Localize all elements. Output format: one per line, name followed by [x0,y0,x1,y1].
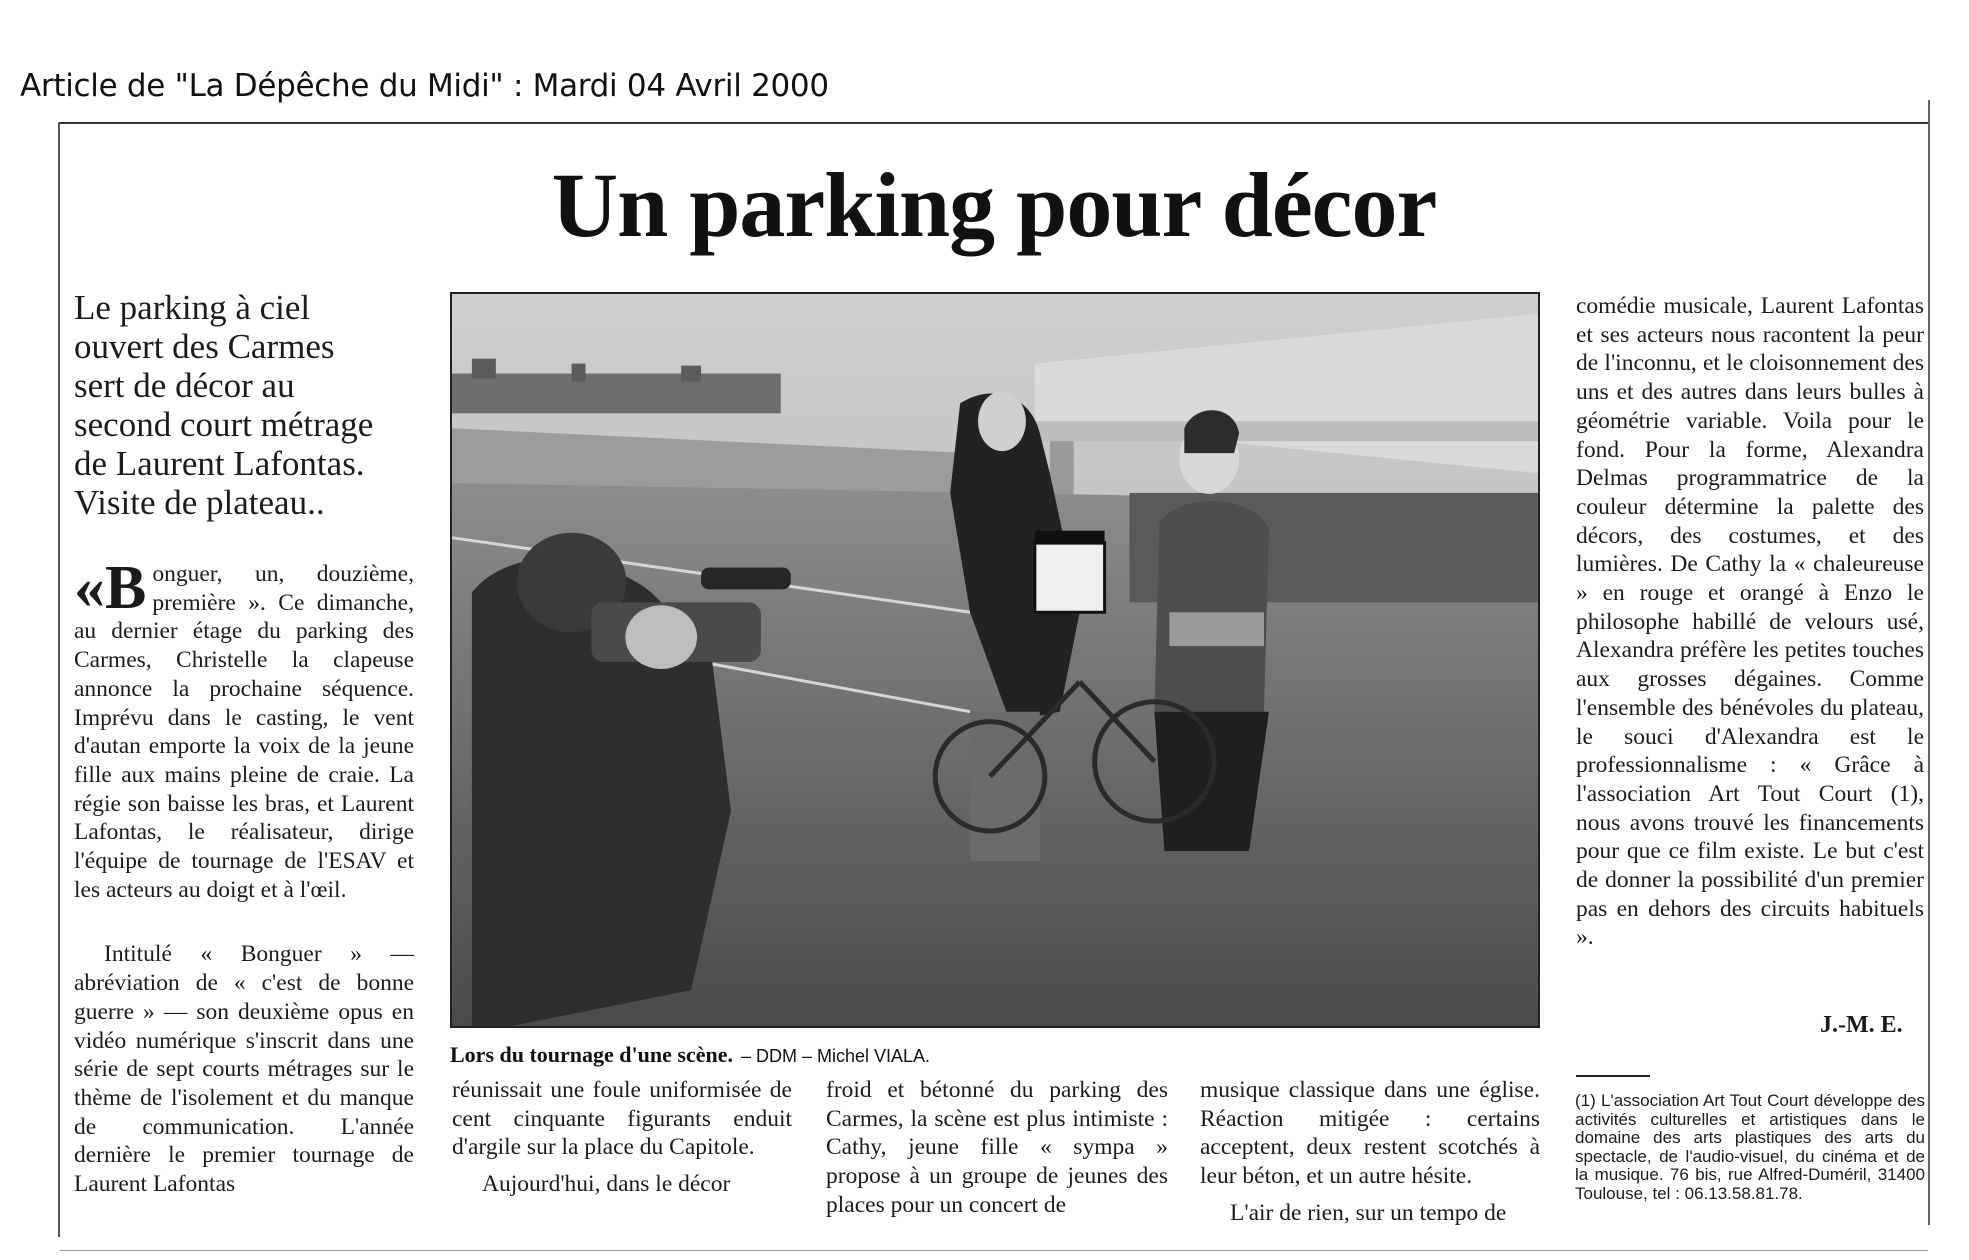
column-5 [1576,292,1924,952]
lede-line: sert de décor au [74,366,295,405]
photo-caption [450,1042,930,1068]
right-rule [1928,100,1930,1225]
photo-credit: – DDM – Michel VIALA. [740,1046,931,1066]
paragraph-2: Intitulé « Bonguer » —abréviation de « c'est de bonne guerre » — son deuxième opus en vidéo numérique s'inscrit dans une série de sept courts métrages sur le thème de l'isolement et du manque de communication. L'année dernière le premier tournage de Laurent Lafontas [74,941,414,1198]
column-4 [1200,1076,1540,1228]
column-2 [452,1076,792,1199]
drop-cap: «B [74,554,147,622]
column-5-text: comédie musicale, Laurent Lafontas et ses acteurs nous racontent la peur de l'inconnu, et le cloisonnement des uns et des autres dans leurs bulles à géométrie variable. Voila pour le fond. Pour la forme, Alexandra Delmas programmatrice de la couleur détermine la palette des décors, des costumes, et des lumières. De Cathy la « chaleureuse » en rouge et orangé à Enzo le philosophe habillé de velours usé, Alexandra préfère les petites touches aux grosses dégaines. Comme l'ensemble des bénévoles du plateau, le souci d'Alexandra est le professionnalisme : « Grâce à l'association Art Tout Court (1), nous avons trouvé les financements pour que ce film existe. Le but c'est de donner la possibilité d'un premier pas en dehors des circuits habituels ». [1576,293,1924,951]
column-3 [826,1076,1168,1220]
photo-illustration [452,294,1538,1026]
bottom-rule [60,1250,1928,1251]
lede-line: second court métrage [74,405,374,444]
top-rule [60,122,1928,124]
column-2-text-2: Aujourd'hui, dans le décor [482,1171,731,1198]
lede-line: ouvert des Carmes [74,327,335,366]
lede-line: Le parking à ciel [74,288,311,327]
caption-text: Lors du tournage d'une scène. [450,1042,733,1067]
lede-line: Visite de plateau.. [74,483,325,522]
lede-line: de Laurent Lafontas. [74,444,365,483]
footnote: (1) L'association Art Tout Court développe des activités culturelles et artistiques dans le domaine des arts plastiques des arts du spectacle, de l'audio-visuel, du cinéma et de la musique. 76 bis, rue Alfred-Duméril, 31400 Toulouse, tel : 06.13.58.81.78. [1575,1091,1925,1203]
headline: Un parking pour décor [551,154,1437,256]
left-rule [58,122,60,1237]
column-2-text: réunissait une foule uniformisée de cent cinquante figurants enduit d'argile sur la place du Capitole. [452,1077,792,1161]
paragraph-1 [74,554,414,904]
article-photo [450,292,1540,1028]
column-4-text: musique classique dans une église. Réaction mitigée : certains acceptent, deux restent scotchés à leur béton, et un autre hésite. [1200,1077,1540,1190]
column-4-text-2: L'air de rien, sur un tempo de [1230,1199,1507,1226]
paragraph-1-text: onguer, un, douzième, première ». Ce dimanche, au dernier étage du parking des Carmes, Christelle la clapeuse annonce la prochaine séquence. Imprévu dans le casting, le vent d'autan emporte la voix de la jeune fille aux mains pleine de craie. La régie son baisse les bras, et Laurent Lafontas, le réalisateur, dirige l'équipe de tournage de l'ESAV et les acteurs au doigt et à l'œil. [74,561,414,903]
author-signature: J.-M. E. [1820,1012,1903,1038]
footnote-rule [1576,1075,1650,1077]
column-3-text: froid et bétonné du parking des Carmes, la scène est plus intimiste : Cathy, jeune fille « sympa » propose à un groupe de jeunes des places pour un concert de [826,1077,1168,1218]
column-1 [74,554,414,1199]
source-line: Article de "La Dépêche du Midi" : Mardi 04 Avril 2000 [20,68,829,104]
lede [74,288,444,522]
